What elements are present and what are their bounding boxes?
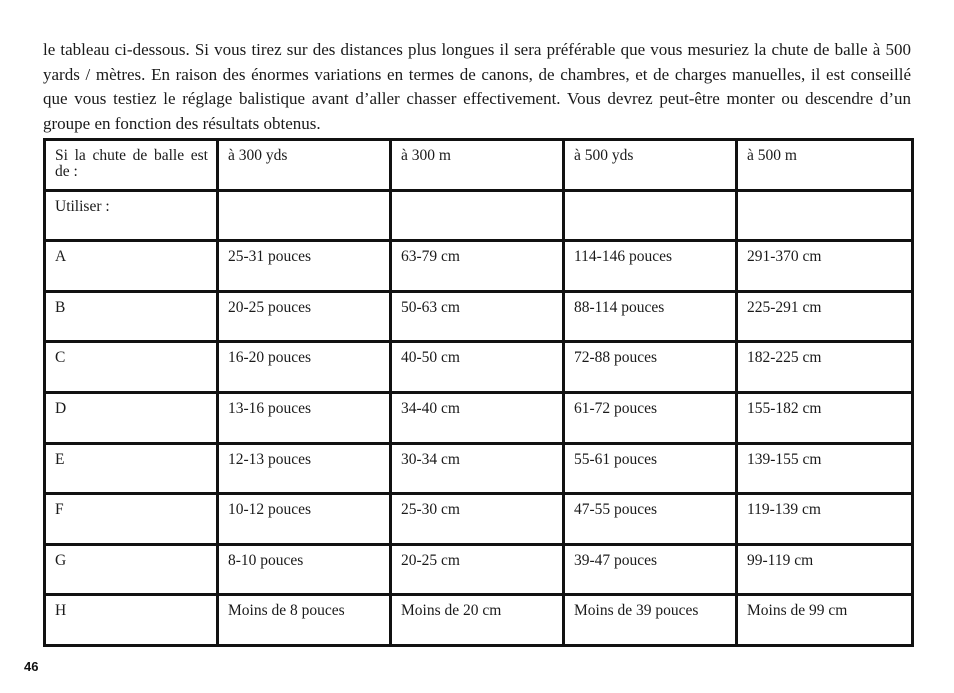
table-cell: 16-20 pouces [218, 342, 391, 393]
table-cell: 182-225 cm [737, 342, 913, 393]
table-cell: 119-139 cm [737, 494, 913, 545]
table-cell-group: D [45, 392, 218, 443]
ballistic-group-table [43, 138, 914, 647]
table-cell-group: G [45, 544, 218, 595]
table-cell: 72-88 pouces [564, 342, 737, 393]
table-cell-group: C [45, 342, 218, 393]
table-cell-group: A [45, 241, 218, 292]
header-cell-500m: à 500 m [737, 140, 913, 191]
table-cell: Moins de 8 pouces [218, 595, 391, 646]
table-cell: 291-370 cm [737, 241, 913, 292]
table-cell: 55-61 pouces [564, 443, 737, 494]
table-cell: 34-40 cm [391, 392, 564, 443]
table-cell: 20-25 cm [391, 544, 564, 595]
table-cell: 13-16 pouces [218, 392, 391, 443]
table-cell: 50-63 cm [391, 291, 564, 342]
subheader-cell [737, 190, 913, 241]
subheader-cell [218, 190, 391, 241]
table-cell: 139-155 cm [737, 443, 913, 494]
table-cell: Moins de 20 cm [391, 595, 564, 646]
table-row [45, 494, 913, 545]
header-cell-drop: Si la chute de balle est de : [45, 140, 218, 191]
table-cell: 25-31 pouces [218, 241, 391, 292]
table-cell: 225-291 cm [737, 291, 913, 342]
table-cell: 20-25 pouces [218, 291, 391, 342]
table-subheader-row [45, 190, 913, 241]
table-cell: 40-50 cm [391, 342, 564, 393]
table-cell: 155-182 cm [737, 392, 913, 443]
table-cell: 63-79 cm [391, 241, 564, 292]
table-cell-group: H [45, 595, 218, 646]
table-row [45, 241, 913, 292]
table-cell: 47-55 pouces [564, 494, 737, 545]
table-cell: Moins de 99 cm [737, 595, 913, 646]
table-header-row [45, 140, 913, 191]
table-cell: Moins de 39 pouces [564, 595, 737, 646]
table-cell: 25-30 cm [391, 494, 564, 545]
table-cell: 30-34 cm [391, 443, 564, 494]
table-cell: 12-13 pouces [218, 443, 391, 494]
table-row [45, 544, 913, 595]
table-cell: 61-72 pouces [564, 392, 737, 443]
table-cell: 8-10 pouces [218, 544, 391, 595]
table-cell-group: E [45, 443, 218, 494]
table-row [45, 291, 913, 342]
table-cell: 10-12 pouces [218, 494, 391, 545]
subheader-cell [564, 190, 737, 241]
table-row [45, 443, 913, 494]
table-row [45, 392, 913, 443]
table-row [45, 342, 913, 393]
table-cell-group: F [45, 494, 218, 545]
table-cell: 39-47 pouces [564, 544, 737, 595]
intro-paragraph: le tableau ci-dessous. Si vous tirez sur des distances plus longues il sera préférable que vous mesuriez la chute de balle à 500 yards / mètres. En raison des énormes variations en termes de canons, de chambres, et de charges manuelles, il est conseillé que vous testiez le réglage balistique avant d’aller chasser effectivement. Vous devrez peut-être monter ou descendre d’un groupe en fonction des résultats obtenus. [43, 40, 911, 133]
subheader-cell-use: Utiliser : [45, 190, 218, 241]
table-cell: 114-146 pouces [564, 241, 737, 292]
table-cell-group: B [45, 291, 218, 342]
subheader-cell [391, 190, 564, 241]
page-number: 46 [24, 659, 39, 674]
table-cell: 88-114 pouces [564, 291, 737, 342]
header-cell-500yds: à 500 yds [564, 140, 737, 191]
table-row [45, 595, 913, 646]
table-cell: 99-119 cm [737, 544, 913, 595]
header-cell-300yds: à 300 yds [218, 140, 391, 191]
header-cell-300m: à 300 m [391, 140, 564, 191]
